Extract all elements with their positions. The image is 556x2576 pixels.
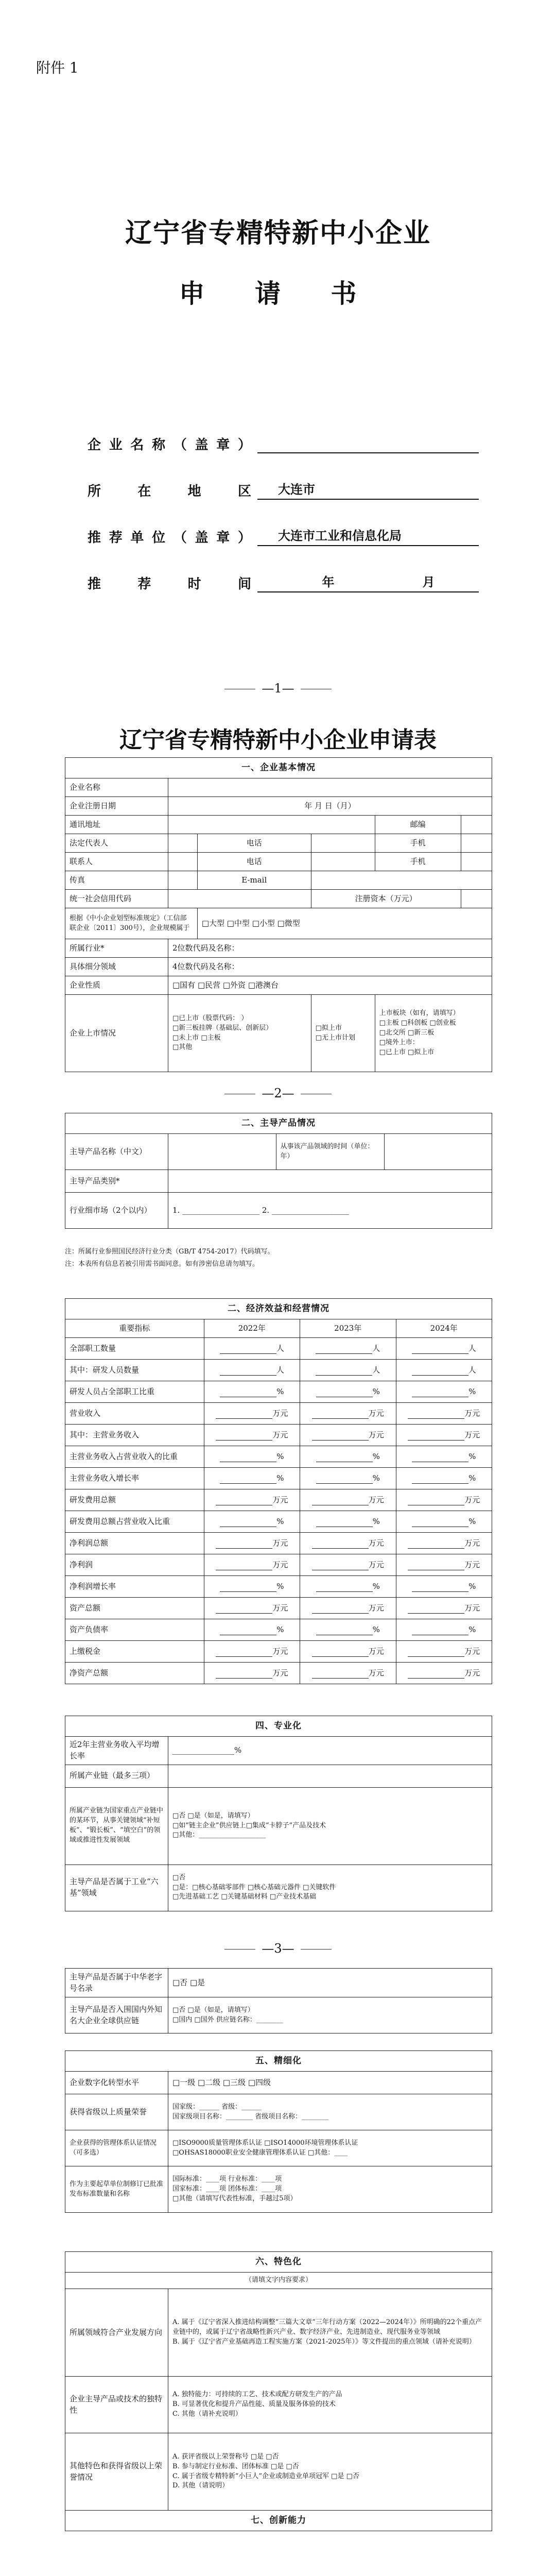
row-label: 从事该产品领域的时间（单位：年） xyxy=(276,1134,384,1170)
characteristic-table xyxy=(65,2251,492,2531)
input-cell[interactable] xyxy=(168,853,198,871)
blank-line xyxy=(220,1389,276,1397)
row-label: 主导产品类别* xyxy=(65,1170,168,1193)
value-cell[interactable] xyxy=(396,1468,492,1489)
input-cell[interactable]: □ISO9000质量管理体系认证 □ISO14000环境管理体系认证 □OHSAS18000职业安全健康管理体系认证 □其他：____ xyxy=(168,2130,492,2166)
unit-label: 万元 xyxy=(272,1495,288,1504)
value-cell[interactable] xyxy=(396,1381,492,1403)
value-cell[interactable] xyxy=(300,1641,396,1663)
row-label: 主导产品是否属于工业“六基”领域 xyxy=(65,1865,168,1911)
blank-line xyxy=(312,1649,369,1657)
value-cell[interactable] xyxy=(396,1619,492,1641)
section-title: 二、主导产品情况 xyxy=(65,1113,492,1134)
row-label: 注册资本（万元） xyxy=(311,890,461,908)
value-cell[interactable] xyxy=(396,1360,492,1381)
value-cell[interactable] xyxy=(204,1446,300,1468)
row-label: 主导产品名称（中文） xyxy=(65,1134,168,1170)
blank-line xyxy=(216,1670,272,1679)
value-cell[interactable] xyxy=(300,1533,396,1554)
blank-line xyxy=(216,1540,272,1549)
blank-line xyxy=(312,1497,369,1505)
unit-label: 万元 xyxy=(368,1430,384,1439)
value-cell[interactable] xyxy=(396,1338,492,1360)
input-cell[interactable]: A. 属于《辽宁省深入推进结构调整“三篇大文章”三年行动方案（2022—2024年）》所明确的22个重点产业链中的，或属于辽宁省战略性新兴产业、数字经济产业、先进制造业、现代服务业等领域 B. 属于《辽宁省产业基础再造工程实施方案（2021-2025年）》等文件提出的重点领域（请补充说明） xyxy=(168,2289,492,2377)
unit-label: % xyxy=(372,1581,380,1591)
unit-label: 万元 xyxy=(368,1408,384,1418)
input-cell[interactable] xyxy=(311,853,375,871)
unit-label: 万元 xyxy=(464,1408,480,1418)
value-cell[interactable] xyxy=(204,1641,300,1663)
value-cell[interactable] xyxy=(204,1576,300,1598)
input-cell[interactable] xyxy=(461,834,492,853)
unit-label: % xyxy=(468,1473,476,1483)
listing-options[interactable]: 上市板块（如有，请填写） □主板 □科创板 □创业板 □北交所 □新三板 □境外上市： □已上市 □拟上市 xyxy=(375,995,492,1072)
economics-table xyxy=(65,1298,492,1684)
value-cell[interactable] xyxy=(396,1511,492,1533)
unit-label: 万元 xyxy=(368,1603,384,1613)
unit-label: % xyxy=(372,1624,380,1634)
cover-field-region xyxy=(88,474,479,500)
blank-line xyxy=(312,1562,369,1570)
blank-line xyxy=(408,1432,464,1440)
value-cell[interactable] xyxy=(300,1598,396,1619)
blank-line xyxy=(220,1454,276,1462)
value-cell[interactable] xyxy=(300,1511,396,1533)
row-label: 手机 xyxy=(375,834,461,853)
column-header: 2022年 xyxy=(204,1319,300,1338)
section-title: 二、经济效益和经营情况 xyxy=(65,1299,492,1319)
value-cell[interactable] xyxy=(300,1381,396,1403)
row-label: 企业性质 xyxy=(65,976,168,995)
value-cell[interactable] xyxy=(300,1446,396,1468)
input-cell[interactable]: 年 月 日（月） xyxy=(168,797,492,816)
row-label: 净资产总额 xyxy=(65,1663,204,1684)
blank-line xyxy=(312,1540,369,1549)
value-cell[interactable] xyxy=(396,1533,492,1554)
input-cell[interactable]: □否 □是：□核心基础零部件 □核心基础元器件 □关键软件 □先进基础工艺 □关键基础材料 □产业技术基础 xyxy=(168,1865,492,1911)
value-cell[interactable] xyxy=(204,1663,300,1684)
row-label: 其他特色和获得省级以上荣誉情况 xyxy=(65,2433,168,2511)
blank-line xyxy=(316,1454,373,1462)
value-cell[interactable] xyxy=(204,1360,300,1381)
row-label: 近2年主营业务收入平均增长率 xyxy=(65,1737,168,1765)
value-cell[interactable] xyxy=(300,1489,396,1511)
table-row xyxy=(65,1468,492,1489)
unit-label: % xyxy=(276,1451,284,1461)
unit-label: 万元 xyxy=(272,1430,288,1439)
unit-label: % xyxy=(468,1451,476,1461)
blank-line xyxy=(220,1367,276,1376)
blank-line xyxy=(316,1627,373,1635)
page-number: —2— xyxy=(0,1086,556,1100)
row-label: 企业名称 xyxy=(65,778,168,797)
input-cell[interactable] xyxy=(461,816,492,834)
row-label: 传真 xyxy=(65,871,168,890)
row-label: 营业收入 xyxy=(65,1403,204,1425)
basic-info-table xyxy=(65,757,492,1072)
input-cell[interactable] xyxy=(311,834,375,853)
value-cell[interactable] xyxy=(396,1554,492,1576)
blank-line xyxy=(412,1584,468,1592)
unit-label: 万元 xyxy=(368,1538,384,1548)
value-cell[interactable] xyxy=(300,1554,396,1576)
blank-line xyxy=(408,1411,464,1419)
specialization-table xyxy=(65,1716,492,1911)
blank-line xyxy=(316,1389,373,1397)
blank-line xyxy=(216,1605,272,1614)
row-label: 所属行业* xyxy=(65,939,168,958)
row-label: 根据《中小企业划型标准规定》（工信部联企业〔2011〕300号），企业规模属于 xyxy=(65,908,198,939)
input-cell[interactable]: A. 获评省级以上荣誉称号 □是 □否 B. 参与制定行业标准、团体标准 □是 □否 C. 属于省级专精特新“小巨人”企业或制造业单项冠军 □是 □否 D. 其他（请说明） xyxy=(168,2433,492,2511)
blank-line xyxy=(312,1411,369,1419)
blank-line xyxy=(220,1346,276,1354)
value-cell[interactable] xyxy=(204,1511,300,1533)
blank-line xyxy=(316,1476,373,1484)
unit-label: 万元 xyxy=(464,1495,480,1504)
table-row xyxy=(65,1533,492,1554)
unit-label: 万元 xyxy=(272,1668,288,1677)
unit-label: 万元 xyxy=(272,1603,288,1613)
input-cell[interactable]: □一级 □二级 □三级 □四级 xyxy=(168,2072,492,2094)
unit-label: % xyxy=(468,1516,476,1526)
page-number: —1— xyxy=(0,681,556,696)
row-label: 净利润 xyxy=(65,1554,204,1576)
value-cell[interactable] xyxy=(204,1554,300,1576)
input-cell[interactable] xyxy=(168,834,198,853)
scale-options[interactable]: □大型 □中型 □小型 □微型 xyxy=(197,908,492,939)
input-cell[interactable] xyxy=(461,890,492,908)
input-cell[interactable]: 国际标准：____项 行业标准：____项 国家标准：____项 团体标准：____项 □其他（请填写代表性标准，手越过5项） xyxy=(168,2166,492,2213)
input-cell[interactable] xyxy=(311,871,492,890)
field-label: 所在地区 xyxy=(88,484,252,499)
row-label: 主营业务收入占营业收入的比重 xyxy=(65,1446,204,1468)
blank-line xyxy=(412,1454,468,1462)
row-label: 法定代表人 xyxy=(65,834,168,853)
row-label: 主营业务收入增长率 xyxy=(65,1468,204,1489)
product-table xyxy=(65,1113,492,1229)
input-cell[interactable]: 4位数代码及名称： xyxy=(168,958,492,976)
input-cell[interactable] xyxy=(168,1134,276,1170)
section-title: 七、创新能力 xyxy=(65,2511,492,2531)
input-cell[interactable] xyxy=(168,1170,492,1193)
input-cell[interactable] xyxy=(168,778,492,797)
input-cell[interactable] xyxy=(168,871,198,890)
value-cell[interactable] xyxy=(396,1489,492,1511)
value-cell[interactable] xyxy=(300,1663,396,1684)
blank-line xyxy=(220,1627,276,1635)
page-number: —3— xyxy=(0,1941,556,1956)
listing-options[interactable]: □拟上市 □无上市计划 xyxy=(311,995,375,1072)
blank-line xyxy=(316,1519,373,1527)
table-row xyxy=(65,1381,492,1403)
attachment-label: 附件 1 xyxy=(36,59,79,76)
unit-label: 人 xyxy=(372,1343,380,1353)
unit-label: 人 xyxy=(276,1343,284,1353)
unit-label: 万元 xyxy=(272,1560,288,1569)
unit-label: 万元 xyxy=(464,1603,480,1613)
unit-label: 万元 xyxy=(464,1668,480,1677)
unit-label: % xyxy=(468,1581,476,1591)
value-cell[interactable] xyxy=(300,1619,396,1641)
brand-table xyxy=(65,1968,492,2033)
blank-line xyxy=(412,1519,468,1527)
field-value xyxy=(257,433,479,453)
value-cell[interactable] xyxy=(300,1360,396,1381)
section-title: 一、企业基本情况 xyxy=(65,758,492,778)
unit-label: % xyxy=(276,1516,284,1526)
row-label: 其中：研发人员数量 xyxy=(65,1360,204,1381)
blank-line xyxy=(216,1562,272,1570)
blank-line xyxy=(412,1627,468,1635)
value-cell[interactable] xyxy=(396,1446,492,1468)
row-label: 所属领域符合产业发展方向 xyxy=(65,2289,168,2377)
row-label: 研发人员占全部职工比重 xyxy=(65,1381,204,1403)
value-cell[interactable] xyxy=(300,1576,396,1598)
blank-line xyxy=(408,1540,464,1549)
unit-label: % xyxy=(372,1516,380,1526)
row-label: 上缴税金 xyxy=(65,1641,204,1663)
field-label: 企业名称（盖章） xyxy=(88,437,252,453)
unit-label: 人 xyxy=(372,1365,380,1375)
row-label: 企业上市情况 xyxy=(65,995,168,1072)
month-label: 月 xyxy=(422,574,435,589)
unit-label: 万元 xyxy=(368,1668,384,1677)
unit-label: 万元 xyxy=(464,1560,480,1569)
blank-line xyxy=(408,1670,464,1679)
blank-line xyxy=(220,1519,276,1527)
row-label: 电话 xyxy=(197,853,311,871)
unit-label: 万元 xyxy=(368,1646,384,1656)
cover-field-company xyxy=(88,428,479,453)
column-header: 2023年 xyxy=(300,1319,396,1338)
blank-line xyxy=(220,1584,276,1592)
row-label: 研发费用总额 xyxy=(65,1489,204,1511)
unit-label: 万元 xyxy=(272,1646,288,1656)
table-row xyxy=(65,1425,492,1446)
row-label: 企业主导产品或技术的独特性 xyxy=(65,2377,168,2433)
input-cell[interactable]: 1. ____________________ 2. ____________________ xyxy=(168,1193,492,1229)
cover-field-recommender xyxy=(88,520,479,546)
row-label: 具体细分领域 xyxy=(65,958,168,976)
row-label: 净利润增长率 xyxy=(65,1576,204,1598)
row-label: 作为主要起草单位制修订已批准发布标准数量和名称 xyxy=(65,2166,168,2213)
year-label: 年 xyxy=(322,574,335,589)
unit-label: % xyxy=(468,1624,476,1634)
value-cell[interactable] xyxy=(204,1338,300,1360)
value-cell[interactable] xyxy=(300,1425,396,1446)
row-label: 获得省级以上质量荣誉 xyxy=(65,2094,168,2130)
row-label: E-mail xyxy=(197,871,311,890)
section-instruction: （请填文字内容要求） xyxy=(65,2273,492,2289)
blank-line xyxy=(312,1670,369,1679)
input-cell[interactable]: 国家级：______ 省级：______ 国家级项目名称：________ 省级项目名称：________ xyxy=(168,2094,492,2130)
blank-line xyxy=(316,1367,372,1376)
input-cell[interactable] xyxy=(168,816,375,834)
unit-label: 人 xyxy=(468,1343,476,1353)
cover-title: 辽宁省专精特新中小企业 xyxy=(125,217,431,249)
column-header: 重要指标 xyxy=(65,1319,204,1338)
table-row xyxy=(65,1446,492,1468)
unit-label: 万元 xyxy=(368,1495,384,1504)
blank-line xyxy=(312,1432,369,1440)
blank-line xyxy=(408,1497,464,1505)
economics-rows xyxy=(65,1338,492,1684)
row-label: 资产总额 xyxy=(65,1598,204,1619)
value-cell[interactable] xyxy=(204,1425,300,1446)
field-value: 大连市 xyxy=(257,479,479,500)
input-cell[interactable] xyxy=(384,1134,492,1170)
table-row xyxy=(65,1554,492,1576)
row-label: 行业细市场（2个以内） xyxy=(65,1193,168,1229)
table-row xyxy=(65,1619,492,1641)
row-label: 电话 xyxy=(197,834,311,853)
value-cell[interactable] xyxy=(204,1489,300,1511)
unit-label: 人 xyxy=(468,1365,476,1375)
value-cell[interactable] xyxy=(204,1468,300,1489)
blank-line xyxy=(220,1476,276,1484)
blank-line xyxy=(408,1649,464,1657)
section-title: 六、特色化 xyxy=(65,2252,492,2273)
unit-label: % xyxy=(372,1386,380,1396)
table-row xyxy=(65,1360,492,1381)
value-cell[interactable] xyxy=(300,1338,396,1360)
row-label: 主导产品是否属于中华老字号名录 xyxy=(65,1969,168,1997)
input-cell[interactable] xyxy=(461,853,492,871)
blank-line xyxy=(312,1605,369,1614)
blank-line xyxy=(216,1497,272,1505)
table-row xyxy=(65,1511,492,1533)
row-label: 研发费用总额占营业收入比重 xyxy=(65,1511,204,1533)
row-label: 联系人 xyxy=(65,853,168,871)
row-label: 企业获得的管理体系认证情况（可多选） xyxy=(65,2130,168,2166)
value-cell[interactable] xyxy=(204,1403,300,1425)
value-cell[interactable] xyxy=(300,1403,396,1425)
row-label: 企业数字化转型水平 xyxy=(65,2072,168,2094)
input-cell[interactable]: 2位数代码及名称： xyxy=(168,939,492,958)
row-label: 其中：主营业务收入 xyxy=(65,1425,204,1446)
unit-label: % xyxy=(372,1451,380,1461)
section-title: 四、专业化 xyxy=(65,1716,492,1737)
table-row xyxy=(65,1403,492,1425)
table-row xyxy=(65,1598,492,1619)
row-label: 主导产品是否入围国内外知名大企业全球供应链 xyxy=(65,1997,168,2033)
input-cell[interactable]: □否 □是（如是，请填写） □国内 □国外 供应链名称：________ xyxy=(168,1997,492,2033)
blank-line xyxy=(412,1476,468,1484)
value-cell[interactable] xyxy=(396,1663,492,1684)
table-row xyxy=(65,1576,492,1598)
blank-line xyxy=(216,1432,272,1440)
section-title: 五、精细化 xyxy=(65,2051,492,2072)
unit-label: 万元 xyxy=(464,1646,480,1656)
blank-line xyxy=(316,1346,372,1354)
table-row xyxy=(65,1338,492,1360)
blank-line xyxy=(216,1411,272,1419)
table-row xyxy=(65,1663,492,1684)
unit-label: 万元 xyxy=(464,1430,480,1439)
row-label: 净利润总额 xyxy=(65,1533,204,1554)
row-label: 邮编 xyxy=(375,816,461,834)
input-cell[interactable] xyxy=(168,1765,492,1787)
refinement-table xyxy=(65,2050,492,2213)
row-label: 所属产业链为国家重点产业链中的某环节，从事关键领域“补短板”、“锻长板”、“填空白”的领域或推进性发展领域 xyxy=(65,1787,168,1865)
row-label: 资产负债率 xyxy=(65,1619,204,1641)
blank-line xyxy=(316,1584,373,1592)
unit-label: % xyxy=(276,1581,284,1591)
blank-line xyxy=(408,1562,464,1570)
value-cell[interactable] xyxy=(396,1598,492,1619)
unit-label: 万元 xyxy=(272,1408,288,1418)
input-cell[interactable]: A. 独特能力：可持续的工艺、技术或配方研发生产的产品 B. 可显著优化和提升产品性能、质量及服务体验的技术 C. 其他（请补充说明） xyxy=(168,2377,492,2433)
unit-label: 万元 xyxy=(272,1538,288,1548)
unit-label: % xyxy=(468,1386,476,1396)
nature-options[interactable]: □国有 □民营 □外资 □港澳台 xyxy=(168,976,492,995)
value-cell[interactable] xyxy=(300,1468,396,1489)
row-label: 所属产业链（最多三项） xyxy=(65,1765,168,1787)
value-cell[interactable] xyxy=(396,1403,492,1425)
unit-label: % xyxy=(276,1386,284,1396)
value-cell[interactable] xyxy=(204,1381,300,1403)
form-title: 辽宁省专精特新中小企业申请表 xyxy=(119,727,437,753)
field-value xyxy=(257,572,479,592)
unit-label: 万元 xyxy=(368,1560,384,1569)
value-cell[interactable] xyxy=(204,1533,300,1554)
blank-line xyxy=(216,1649,272,1657)
value-cell[interactable] xyxy=(204,1598,300,1619)
value-cell[interactable] xyxy=(396,1641,492,1663)
field-value: 大连市工业和信息化局 xyxy=(257,526,479,546)
field-label: 推荐单位（盖章） xyxy=(88,530,252,546)
input-cell[interactable]: ________________% xyxy=(168,1737,492,1765)
unit-label: % xyxy=(276,1624,284,1634)
unit-label: 万元 xyxy=(464,1538,480,1548)
input-cell[interactable]: □否 □是 xyxy=(168,1969,492,1997)
row-label: 统一社会信用代码 xyxy=(65,890,168,908)
unit-label: % xyxy=(276,1473,284,1483)
value-cell[interactable] xyxy=(396,1576,492,1598)
field-label: 推荐时间 xyxy=(88,577,252,592)
row-label: 通讯地址 xyxy=(65,816,168,834)
blank-line xyxy=(408,1605,464,1614)
blank-line xyxy=(412,1367,468,1376)
row-label: 企业注册日期 xyxy=(65,797,168,816)
unit-label: % xyxy=(372,1473,380,1483)
blank-line xyxy=(412,1389,468,1397)
table-note: 注：本表所有信息若被引用需书面同意。如有涉密信息请勿填写。 xyxy=(65,1260,259,1268)
table-row xyxy=(65,1489,492,1511)
cover-field-date xyxy=(88,567,479,592)
table-note: 注：所属行业参照国民经济行业分类（GB/T 4754-2017）代码填写。 xyxy=(65,1248,274,1256)
row-label: 手机 xyxy=(375,853,461,871)
value-cell[interactable] xyxy=(396,1425,492,1446)
column-header: 2024年 xyxy=(396,1319,492,1338)
value-cell[interactable] xyxy=(204,1619,300,1641)
input-cell[interactable] xyxy=(168,890,311,908)
table-row xyxy=(65,1641,492,1663)
row-label: 全部职工数量 xyxy=(65,1338,204,1360)
cover-subtitle: 申 请 书 xyxy=(179,278,377,309)
blank-line xyxy=(412,1346,468,1354)
input-cell[interactable]: □否 □是（如是，请填写） □如“链主企业”供应链上□集成“卡脖子”产品及技术 □其他：____________________ xyxy=(168,1787,492,1865)
unit-label: 人 xyxy=(276,1365,284,1375)
listing-options[interactable]: □已上市（股票代码： ） □新三板挂牌（基础层、创新层） □未上市 □主板 □其他 xyxy=(168,995,311,1072)
